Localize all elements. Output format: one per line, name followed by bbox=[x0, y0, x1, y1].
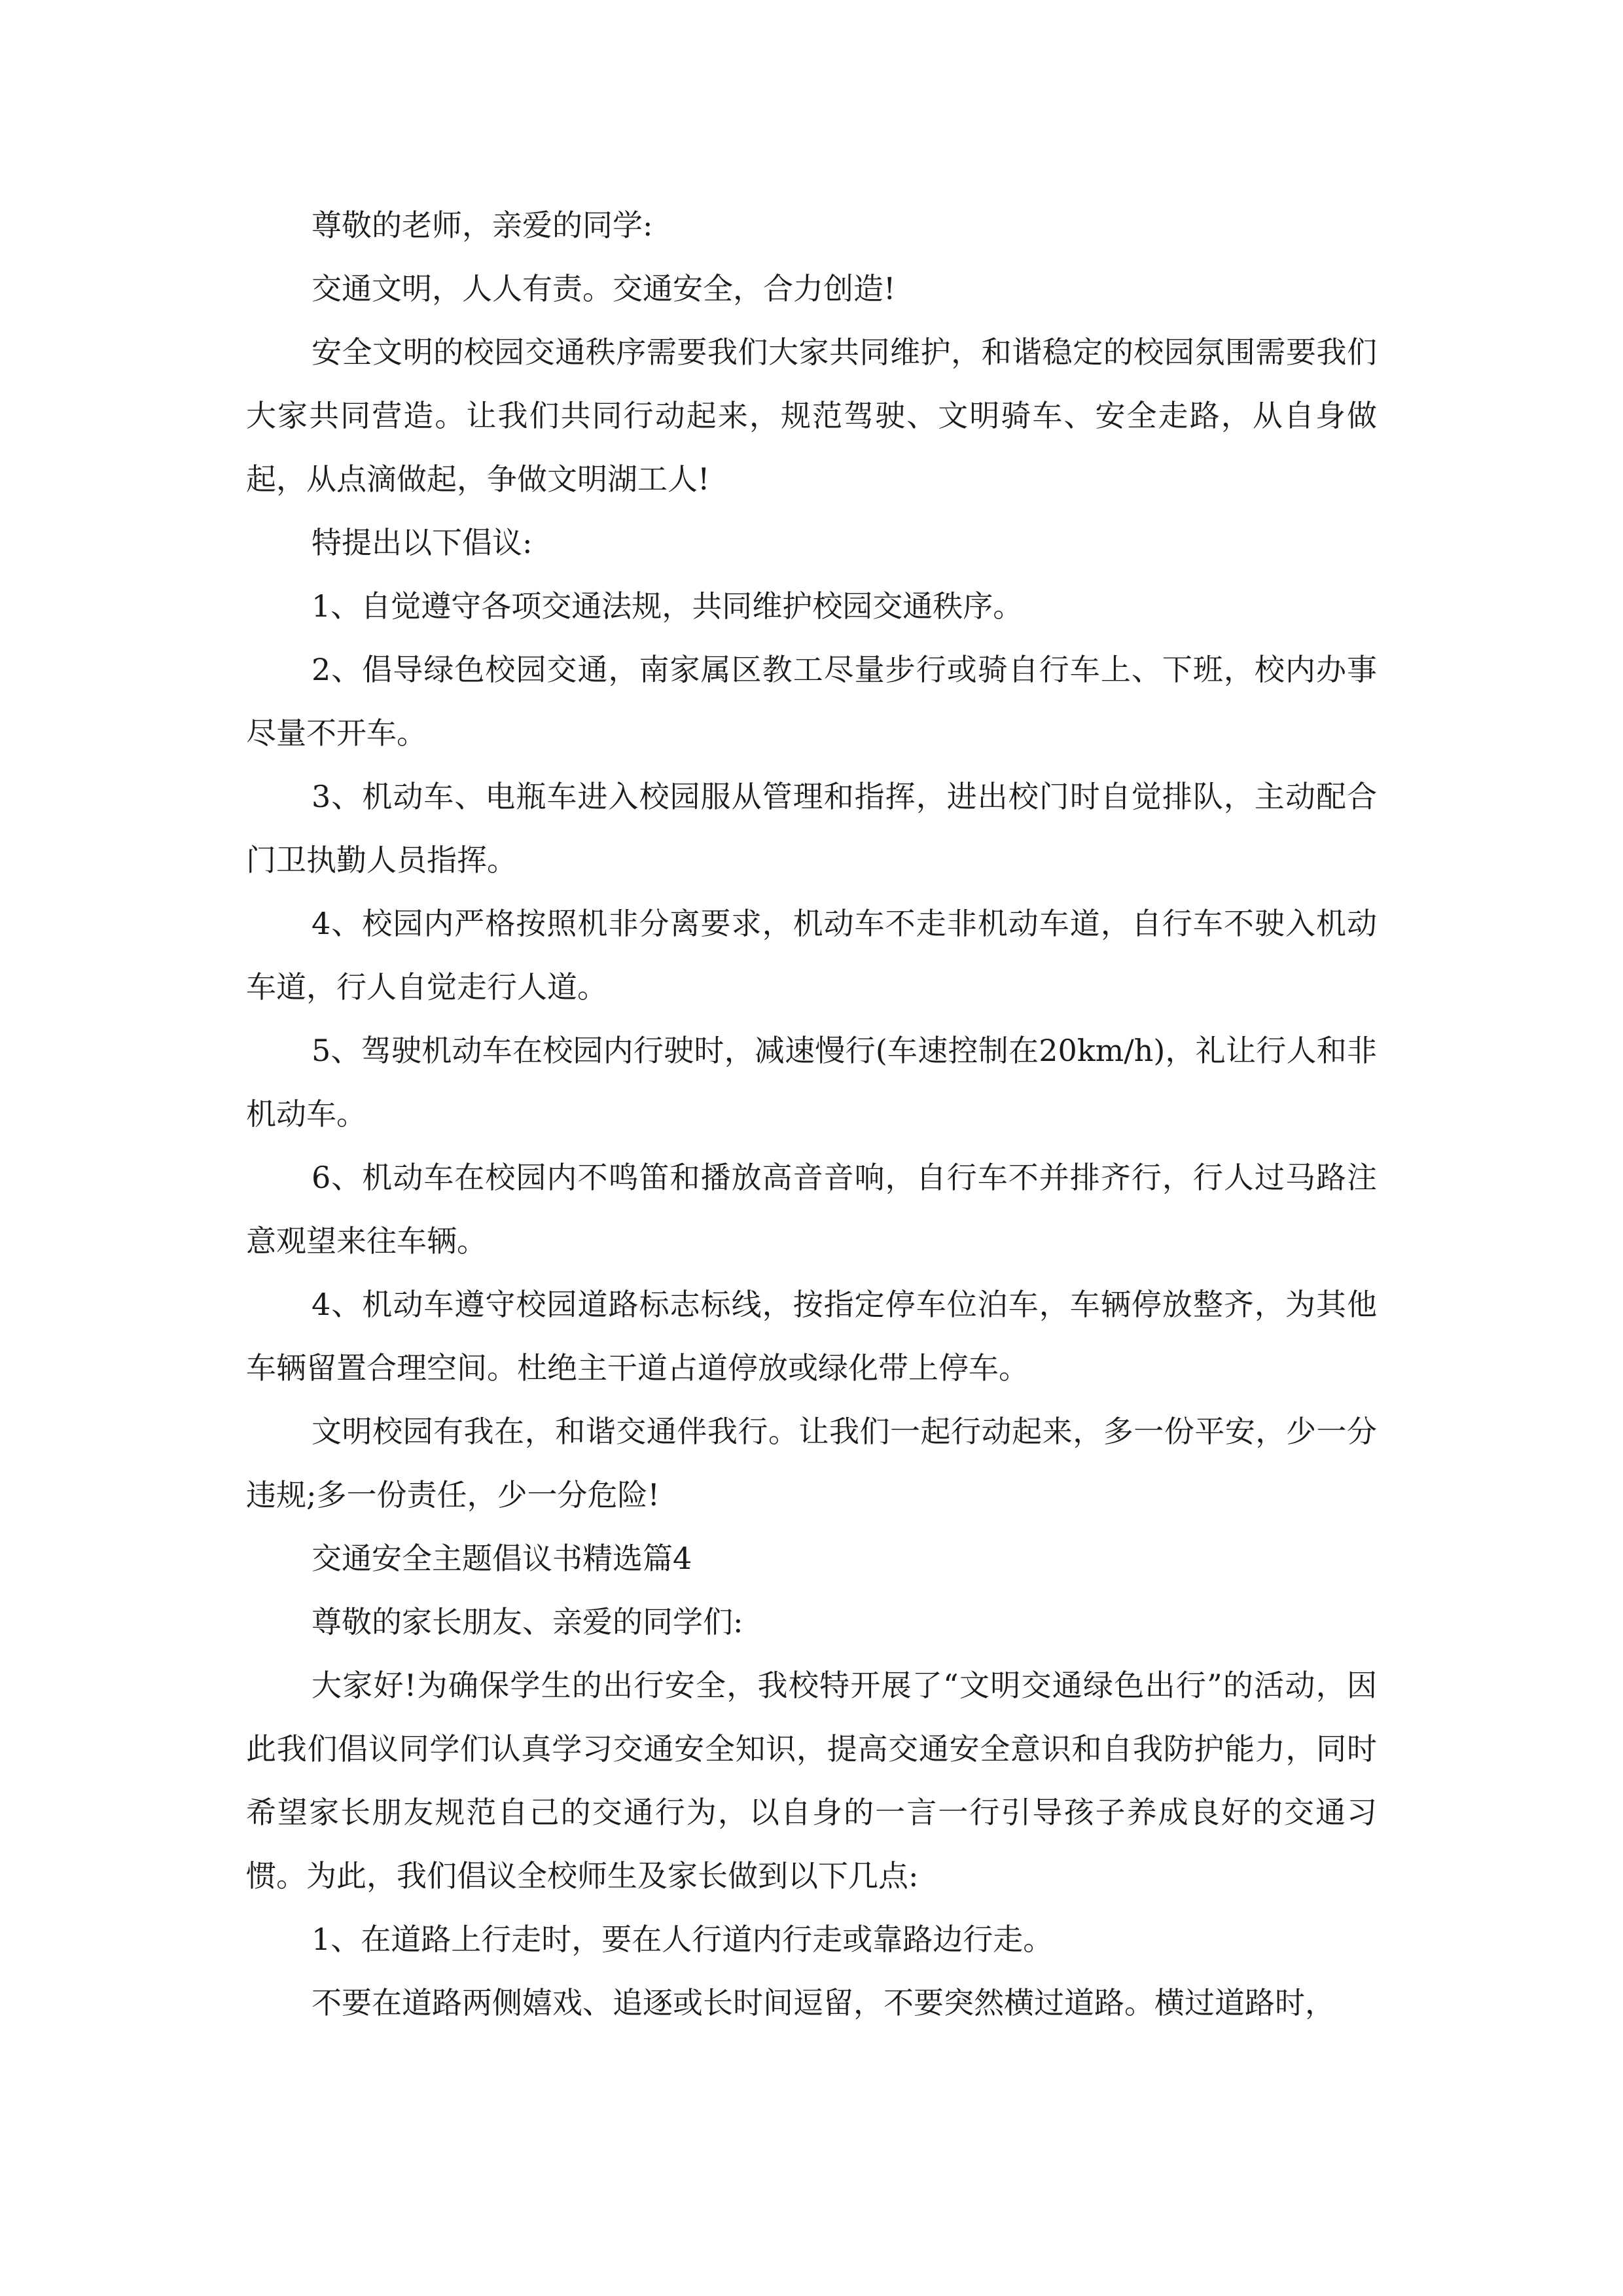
proposal-item-1: 1、自觉遵守各项交通法规，共同维护校园交通秩序。 bbox=[312, 588, 1024, 624]
proposal-item-6: 6、机动车在校园内不鸣笛和播放高音音响，自行车不并排齐行，行人过马路注意观望来往车辆。 bbox=[246, 1160, 1377, 1259]
slogan-paragraph: 交通文明，人人有责。交通安全，合力创造! bbox=[312, 271, 896, 306]
guideline-item-1: 1、在道路上行走时，要在人行道内行走或靠路边行走。 bbox=[312, 1922, 1054, 1957]
salutation-parents: 尊敬的家长朋友、亲爱的同学们: bbox=[312, 1604, 743, 1640]
proposal-item-7: 4、机动车遵守校园道路标志标线，按指定停车位泊车，车辆停放整齐，为其他车辆留置合理空间。杜绝主干道占道停放或绿化带上停车。 bbox=[246, 1287, 1377, 1386]
proposal-item-4: 4、校园内严格按照机非分离要求，机动车不走非机动车道，自行车不驶入机动车道，行人自觉走行人道。 bbox=[246, 906, 1377, 1005]
greeting-paragraph: 大家好!为确保学生的出行安全，我校特开展了“文明交通绿色出行”的活动，因此我们倡议同学们认真学习交通安全知识，提高交通安全意识和自我防护能力，同时希望家长朋友规范自己的交通行为，以自身的一言一行引导孩子养成良好的交通习惯。为此，我们倡议全校师生及家长做到以下几点: bbox=[246, 1668, 1377, 1893]
salutation-teachers: 尊敬的老师，亲爱的同学: bbox=[312, 207, 653, 243]
section-title: 交通安全主题倡议书精选篇4 bbox=[312, 1541, 692, 1576]
proposal-heading: 特提出以下倡议: bbox=[312, 525, 533, 560]
guideline-detail: 不要在道路两侧嬉戏、追逐或长时间逗留，不要突然横过道路。横过道路时， bbox=[312, 1985, 1335, 2020]
proposal-item-2: 2、倡导绿色校园交通，南家属区教工尽量步行或骑自行车上、下班，校内办事尽量不开车。 bbox=[246, 652, 1377, 751]
document-body bbox=[246, 194, 1377, 2035]
intro-paragraph: 安全文明的校园交通秩序需要我们大家共同维护，和谐稳定的校园氛围需要我们大家共同营造。让我们共同行动起来，规范驾驶、文明骑车、安全走路，从自身做起，从点滴做起，争做文明湖工人! bbox=[246, 334, 1377, 497]
proposal-item-3: 3、机动车、电瓶车进入校园服从管理和指挥，进出校门时自觉排队，主动配合门卫执勤人员指挥。 bbox=[246, 779, 1377, 878]
proposal-item-5: 5、驾驶机动车在校园内行驶时，减速慢行(车速控制在20km/h)，礼让行人和非机动车。 bbox=[246, 1033, 1377, 1132]
closing-paragraph: 文明校园有我在，和谐交通伴我行。让我们一起行动起来，多一份平安，少一分违规;多一份责任，少一分危险! bbox=[246, 1414, 1377, 1513]
